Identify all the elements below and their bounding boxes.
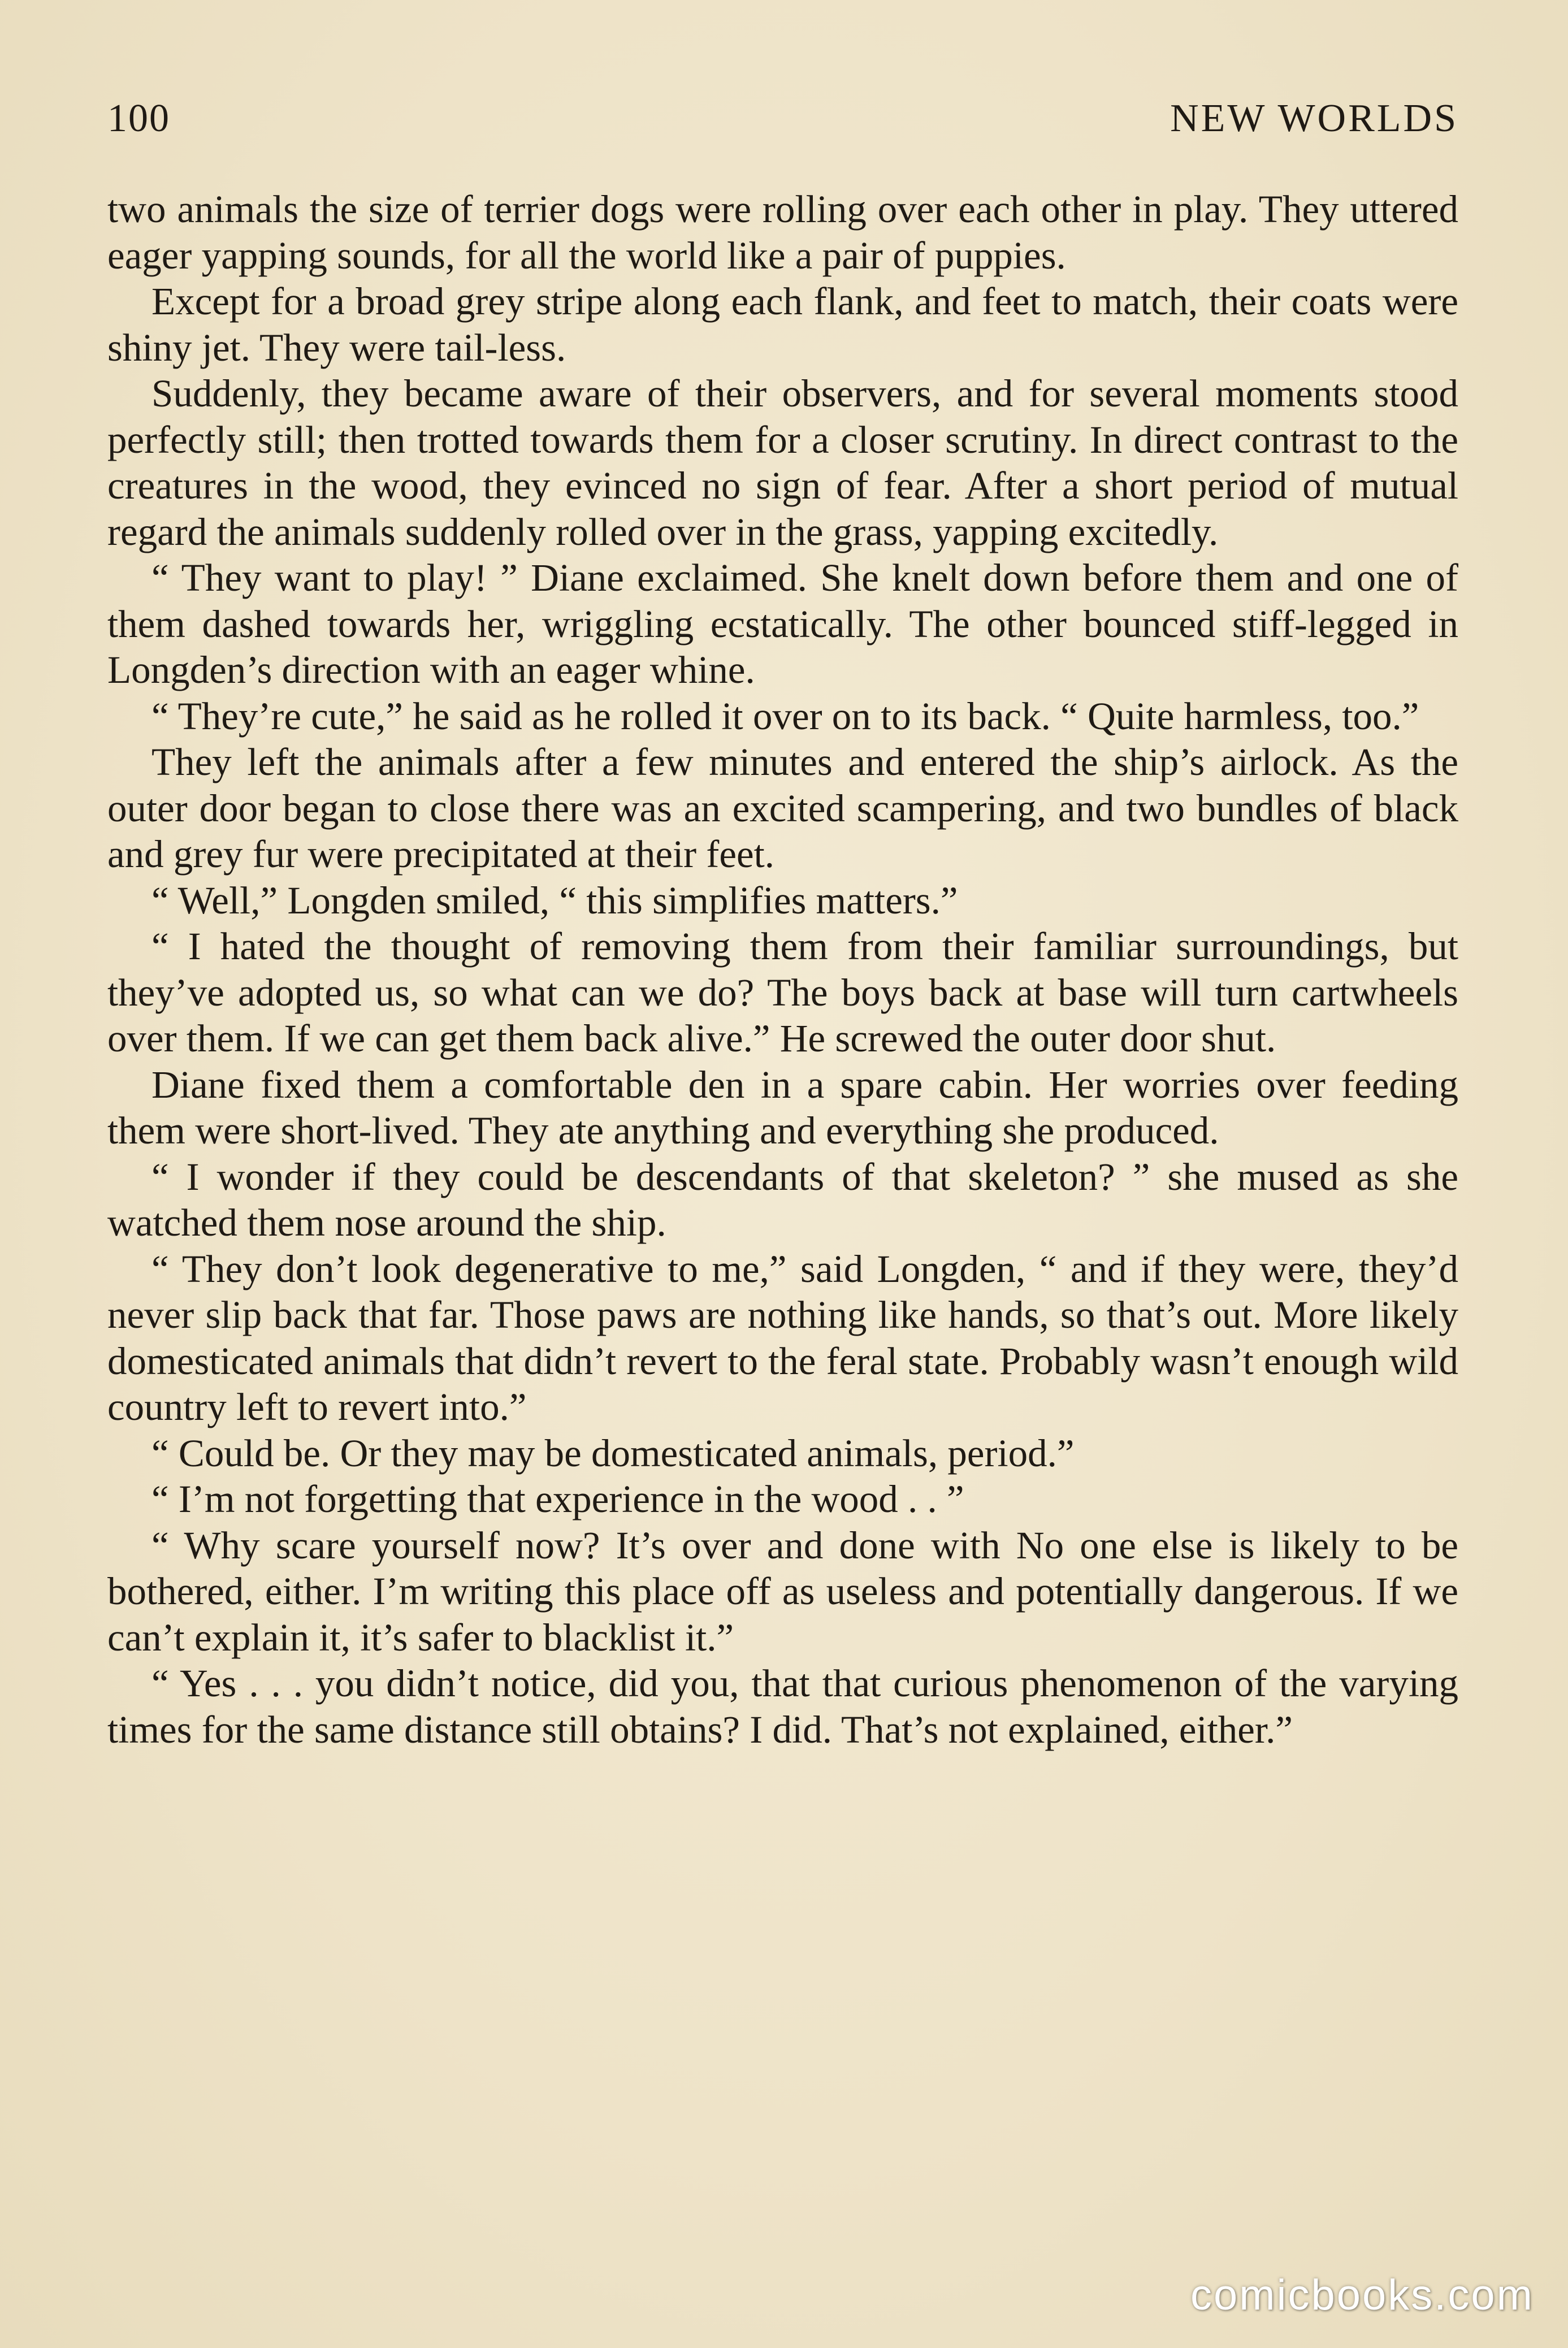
paragraph: “ Yes . . . you didn’t notice, did you, that that curious phenomenon of the varying times for the same distance still obtains? I did. That’s not explained, either.” [107,1662,1458,1751]
story-text [107,187,1458,1753]
paragraph: “ They want to play! ” Diane exclaimed. She knelt down before them and one of them dashed towards her, wriggling ecstatically. The other bounced stiff-legged in Longden’s direction with an eager whine. [107,556,1458,691]
paragraph: “ Could be. Or they may be domesticated animals, period.” [151,1431,1075,1475]
paragraph: They left the animals after a few minutes and entered the ship’s airlock. As the outer door began to close there was an excited scampering, and two bundles of black and grey fur were precipitated at their feet. [107,740,1458,876]
paragraph: Diane fixed them a comfortable den in a spare cabin. Her worries over feeding them were short-lived. They ate anything and everything she produced. [107,1063,1458,1152]
paragraph: “ They don’t look degenerative to me,” said Longden, “ and if they were, they’d never slip back that far. Those paws are nothing like hands, so that’s out. More likely domesticated animals that didn’t revert to the feral state. Probably wasn’t enough wild country left to revert into.” [107,1247,1458,1428]
paragraph: “ Why scare yourself now? It’s over and done with No one else is likely to be bothered, either. I’m writing this place off as useless and potentially dangerous. If we can’t explain it, it’s safer to blacklist it.” [107,1523,1458,1659]
paragraph: “ I’m not forgetting that experience in the wood . . ” [151,1478,964,1520]
watermark: comicbooks.com [1190,2271,1534,2319]
paragraph: “ They’re cute,” he said as he rolled it over on to its back. “ Quite harmless, too.” [151,694,1419,738]
paragraph: two animals the size of terrier dogs were rolling over each other in play. They uttered eager yapping sounds, for all the world like a pair of puppies. [107,188,1458,277]
paragraph: “ I hated the thought of removing them from their familiar surroundings, but they’ve adopted us, so what can we do? The boys back at base will turn cartwheels over them. If we can get them back alive.” He screwed the outer door shut. [107,925,1458,1060]
page-number: 100 [107,97,170,140]
paragraph: Except for a broad grey stripe along each flank, and feet to match, their coats were shiny jet. They were tail-less. [107,280,1458,369]
paragraph: “ I wonder if they could be descendants of that skeleton? ” she mused as she watched them nose around the ship. [107,1155,1458,1244]
paragraph: “ Well,” Longden smiled, “ this simplifies matters.” [151,878,958,922]
paragraph: Suddenly, they became aware of their observers, and for several moments stood perfectly still; then trotted towards them for a closer scrutiny. In direct contrast to the creatures in the wood, they evinced no sign of fear. After a short period of mutual regard the animals suddenly rolled over in the grass, yapping excitedly. [107,372,1458,553]
running-head: NEW WORLDS [1170,97,1458,140]
page-header [107,96,1458,153]
